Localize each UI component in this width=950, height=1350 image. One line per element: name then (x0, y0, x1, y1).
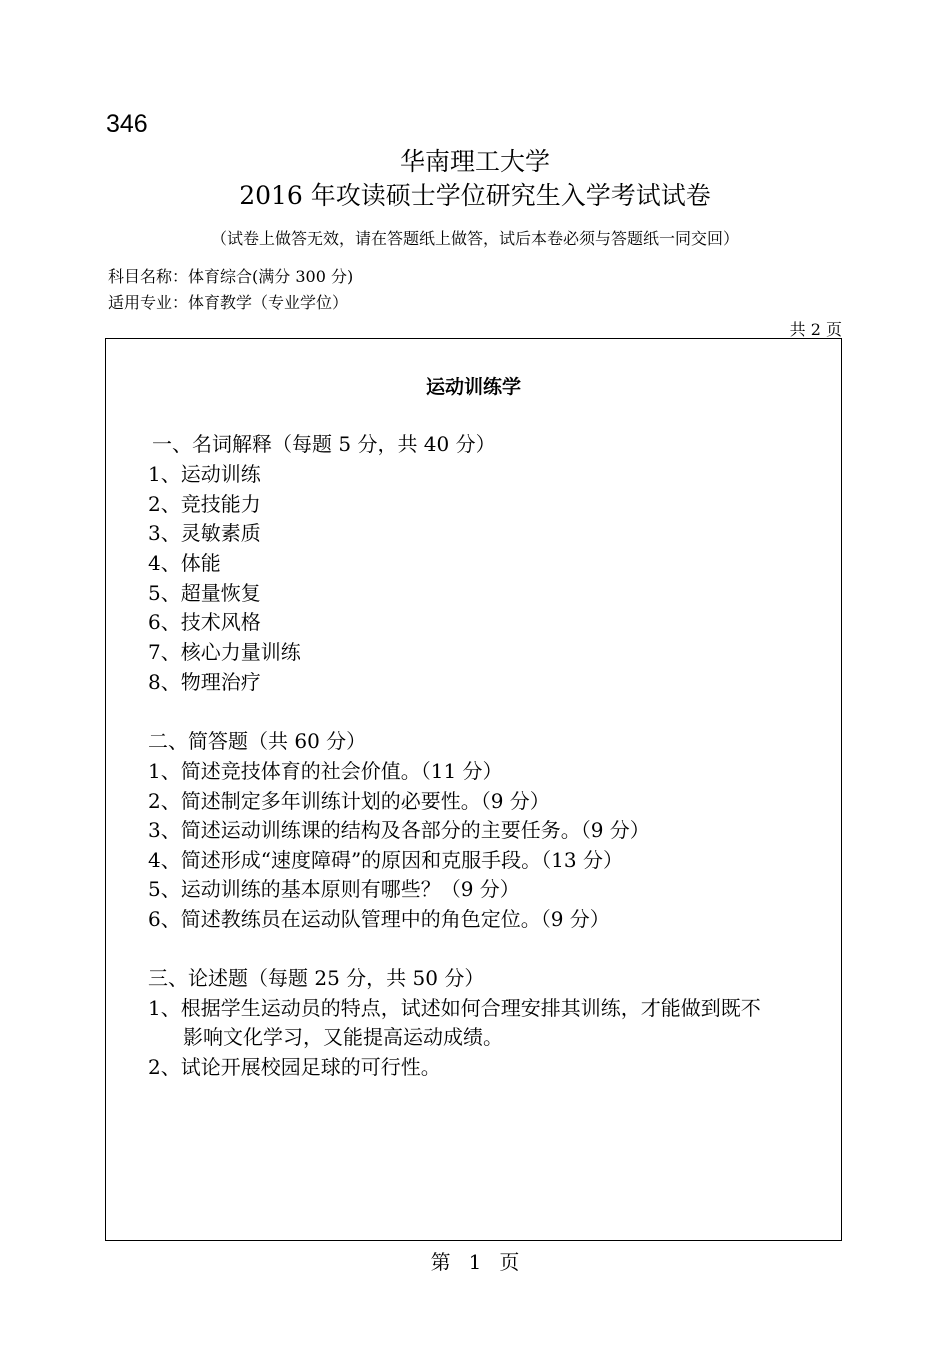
part1-item: 5、超量恢复 (148, 581, 261, 605)
page-number (0, 1246, 950, 1275)
part1-item: 8、物理治疗 (148, 670, 261, 694)
part1-item: 4、体能 (148, 551, 221, 575)
total-pages: 共 2 页 (789, 320, 842, 339)
part1-item: 6、技术风格 (148, 610, 261, 634)
page-number-value: 1 (468, 1250, 482, 1274)
part3-item: 1、根据学生运动员的特点，试述如何合理安排其训练，才能做到既不 (148, 996, 761, 1020)
exam-title: 2016 年攻读硕士学位研究生入学考试试卷 (239, 181, 711, 210)
part2-item: 5、运动训练的基本原则有哪些？（9 分） (148, 877, 520, 901)
part1-item: 7、核心力量训练 (148, 640, 301, 664)
part1-item: 3、灵敏素质 (148, 521, 261, 545)
part3-item: 2、试论开展校园足球的可行性。 (148, 1055, 441, 1079)
applicable-major: 适用专业：体育教学（专业学位） (108, 293, 349, 312)
part1-item: 1、运动训练 (148, 462, 261, 486)
exam-notice: （试卷上做答无效，请在答题纸上做答，试后本卷必须与答题纸一同交回） (210, 229, 739, 248)
part2-item: 4、简述形成“速度障碍”的原因和克服手段。（13 分） (148, 848, 623, 872)
school-name: 华南理工大学 (399, 147, 550, 176)
page-number-suffix: 页 (499, 1250, 520, 1274)
page-number-prefix: 第 (430, 1250, 451, 1274)
part3-item-continuation: 影响文化学习，又能提高运动成绩。 (183, 1025, 503, 1049)
part2-item: 3、简述运动训练课的结构及各部分的主要任务。（9 分） (148, 818, 650, 842)
part3-heading: 三、论述题（每题 25 分，共 50 分） (148, 966, 485, 990)
section-title: 运动训练学 (425, 376, 521, 398)
part1-item: 2、竞技能力 (148, 492, 261, 516)
part2-heading: 二、简答题（共 60 分） (148, 729, 367, 753)
exam-code: 346 (106, 110, 148, 138)
part2-item: 1、简述竞技体育的社会价值。（11 分） (148, 759, 503, 783)
part1-heading: 一、名词解释（每题 5 分，共 40 分） (152, 432, 496, 456)
part2-item: 6、简述教练员在运动队管理中的角色定位。（9 分） (148, 907, 610, 931)
subject-name: 科目名称：体育综合(满分 300 分) (108, 267, 354, 286)
part2-item: 2、简述制定多年训练计划的必要性。（9 分） (148, 789, 550, 813)
